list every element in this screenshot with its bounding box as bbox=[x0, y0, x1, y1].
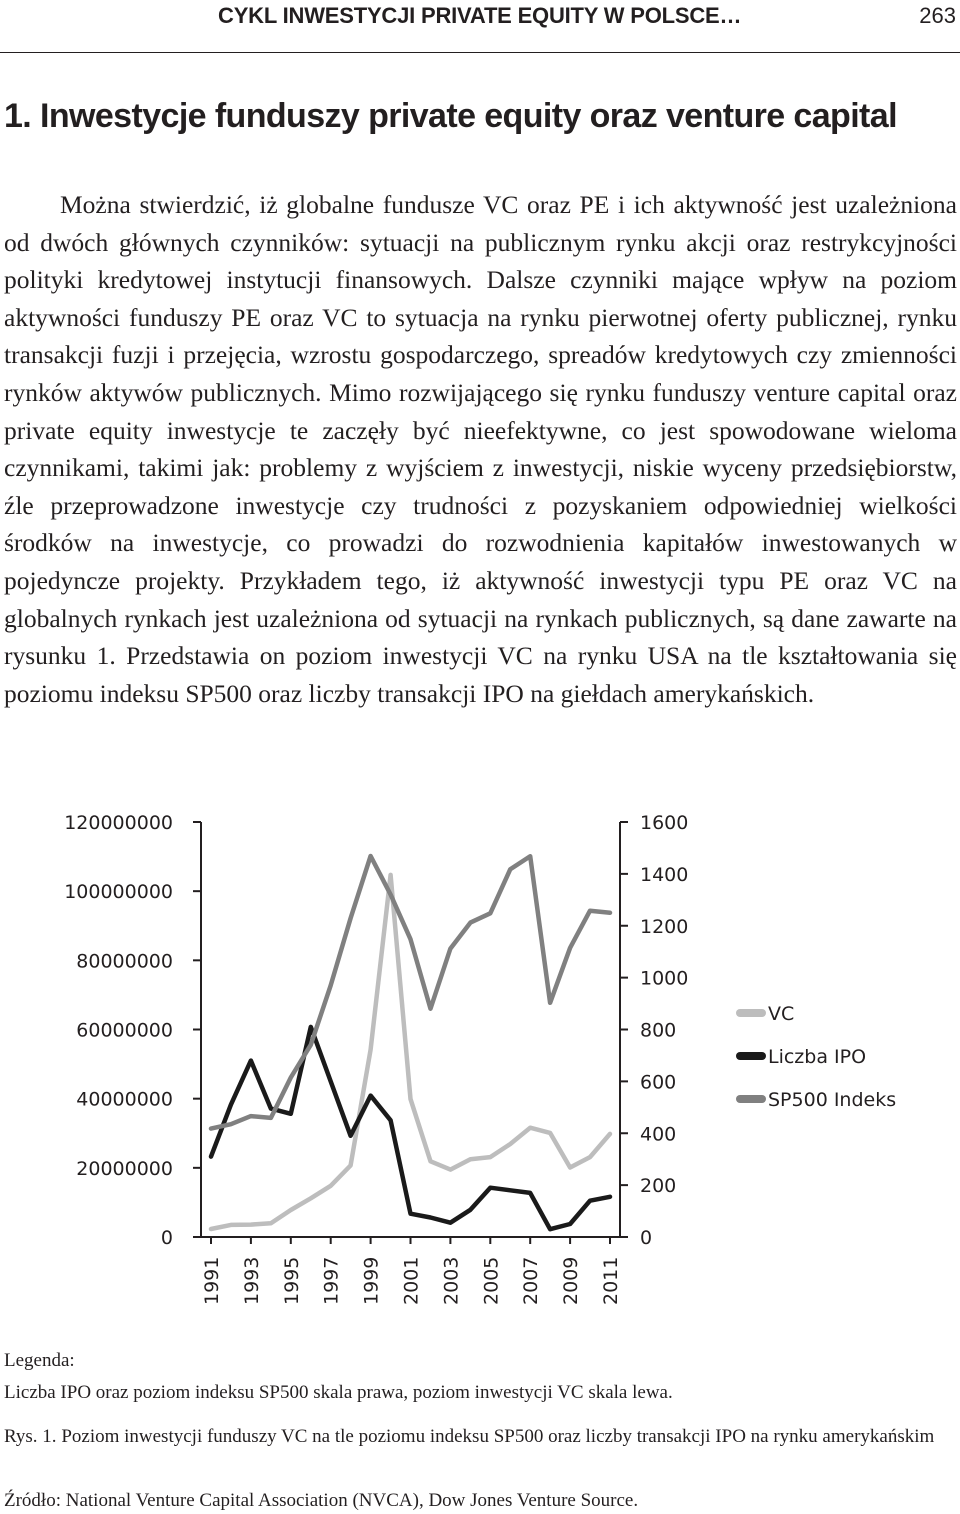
x-axis-tick-label: 2003 bbox=[440, 1256, 463, 1305]
x-axis-tick-label: 1995 bbox=[280, 1256, 303, 1305]
right-axis-tick-label: 200 bbox=[640, 1175, 677, 1198]
x-axis-tick-label: 1999 bbox=[360, 1256, 383, 1305]
x-axis-tick-label: 1997 bbox=[320, 1256, 343, 1305]
left-axis-tick-label: 120000000 bbox=[64, 812, 173, 834]
line-chart bbox=[0, 800, 960, 1320]
left-axis-tick-label: 20000000 bbox=[76, 1157, 173, 1180]
series-line bbox=[211, 875, 610, 1229]
right-axis-tick-label: 1600 bbox=[640, 812, 689, 834]
figure-caption-text: Poziom inwestycji funduszy VC na tle poziomu indeksu SP500 oraz liczby transakcji IPO na rynku amerykańskim bbox=[61, 1426, 935, 1447]
legend-note-text: Liczba IPO oraz poziom indeksu SP500 skala prawa, poziom inwestycji VC skala lewa. bbox=[4, 1382, 673, 1403]
left-axis-tick-label: 40000000 bbox=[76, 1088, 173, 1111]
x-axis-tick-label: 2007 bbox=[520, 1256, 543, 1305]
figure-caption bbox=[4, 1425, 956, 1448]
right-axis-tick-label: 0 bbox=[640, 1227, 653, 1249]
right-axis-tick-label: 600 bbox=[640, 1071, 677, 1094]
running-title: CYKL INWESTYCJI PRIVATE EQUITY W POLSCE… bbox=[218, 3, 742, 28]
legend-label: VC bbox=[768, 1003, 795, 1025]
body-text bbox=[4, 186, 957, 712]
right-axis-tick-label: 1200 bbox=[640, 915, 689, 938]
running-header bbox=[0, 0, 960, 53]
source-line: Źródło: National Venture Capital Association (NVCA), Dow Jones Venture Source. bbox=[4, 1490, 639, 1511]
legend-note-title: Legenda: bbox=[4, 1350, 75, 1371]
legend-label: SP500 Indeks bbox=[768, 1089, 897, 1111]
x-axis-tick-label: 2011 bbox=[600, 1256, 622, 1305]
page-number: 263 bbox=[919, 3, 956, 28]
right-axis-tick-label: 400 bbox=[640, 1123, 677, 1146]
series-line bbox=[211, 1027, 610, 1229]
x-axis-tick-label: 1991 bbox=[201, 1256, 223, 1305]
left-axis-tick-label: 100000000 bbox=[64, 881, 173, 904]
right-axis-tick-label: 1400 bbox=[640, 863, 689, 886]
section-heading: 1. Inwestycje funduszy private equity oraz venture capital bbox=[4, 97, 897, 135]
x-axis-tick-label: 2009 bbox=[560, 1256, 583, 1305]
right-axis-tick-label: 1000 bbox=[640, 967, 689, 990]
body-paragraph: Można stwierdzić, iż globalne fundusze VC oraz PE i ich aktywność jest uzależniona od dwóch głównych czynników: sytuacji na publicznym rynku akcji oraz restrykcyjności polityki kredytowej instytucji finansowych. Dalsze czynniki mające wpływ na poziom aktywności funduszy PE oraz VC to sytuacja na rynku pierwotnej oferty publicznej, rynku transakcji fuzji i przejęcia, wzrostu gospodarczego, spreadów kredytowych czy zmienności rynków aktywów publicznych. Mimo rozwijającego się rynku funduszy venture capital oraz private equity inwestycje te zaczęły być nieefektywne, co jest spowodowane wieloma czynnikami, takimi jak: problemy z wyjściem z inwestycji, niskie wyceny przedsiębiorstw, źle przeprowadzone inwestycje czy trudności z pozyskaniem odpowiedniej wielkości środków na inwestycje, co prowadzi do rozwodnienia kapitałów inwestowanych w pojedyncze projekty. Przykładem tego, iż aktywność inwestycji typu PE oraz VC na globalnych rynkach jest uzależniona od sytuacji na rynkach publicznych, są dane zawarte na rysunku 1. Przedstawia on poziom inwestycji VC na rynku USA na tle kształtowania się poziomu indeksu SP500 oraz liczby transakcji IPO na giełdach amerykańskich. bbox=[4, 190, 957, 708]
x-axis-tick-label: 2005 bbox=[480, 1256, 503, 1305]
left-axis-tick-label: 60000000 bbox=[76, 1019, 173, 1042]
left-axis-tick-label: 80000000 bbox=[76, 950, 173, 973]
left-axis-tick-label: 0 bbox=[160, 1227, 173, 1249]
x-axis-tick-label: 2001 bbox=[400, 1256, 423, 1305]
x-axis-tick-label: 1993 bbox=[240, 1256, 263, 1305]
right-axis-tick-label: 800 bbox=[640, 1019, 677, 1042]
figure-caption-label: Rys. 1. bbox=[4, 1426, 62, 1447]
legend-label: Liczba IPO bbox=[768, 1046, 867, 1068]
